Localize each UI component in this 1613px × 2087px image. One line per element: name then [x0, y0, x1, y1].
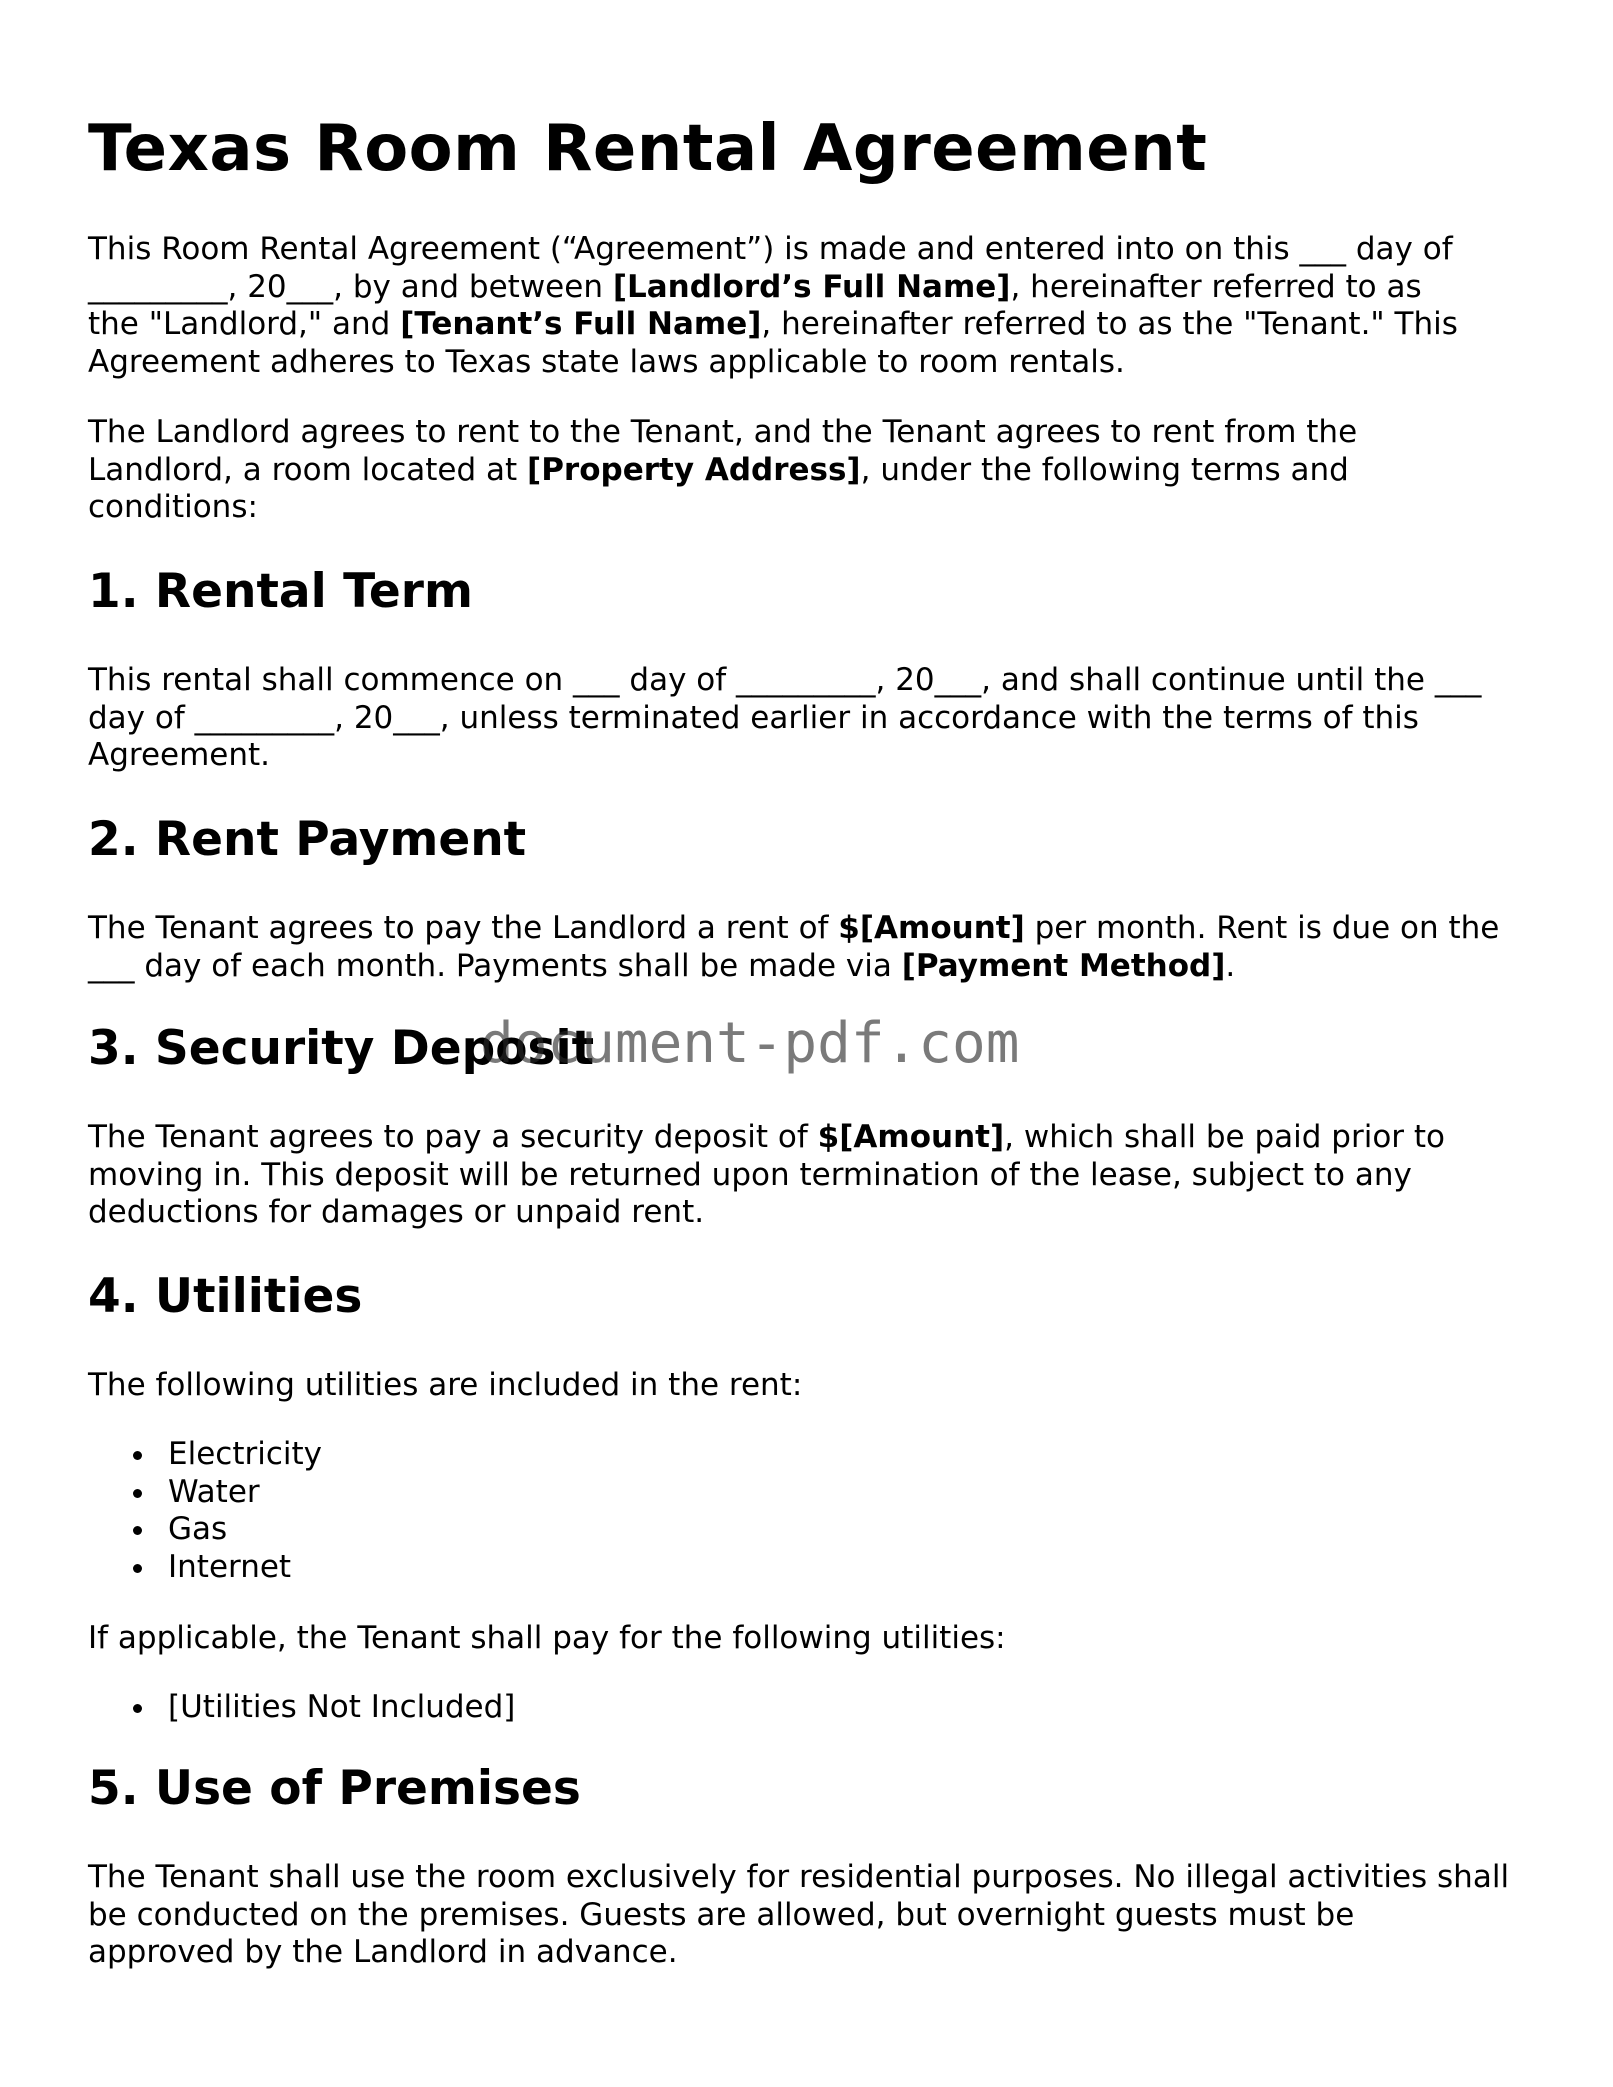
intro-paragraph: [88, 231, 1538, 381]
section-heading-rental-term: 1. Rental Term: [88, 564, 473, 619]
use-of-premises-line-2: be conducted on the premises. Guests are allowed, but overnight guests must be: [88, 1896, 1355, 1933]
list-item: Water: [88, 1474, 322, 1512]
watermark: document-pdf.com: [480, 1011, 1020, 1076]
list-item: Electricity: [88, 1436, 322, 1474]
section-heading-use-of-premises: 5. Use of Premises: [88, 1761, 581, 1816]
intro-line-4: Agreement adheres to Texas state laws applicable to room rentals.: [88, 343, 1125, 380]
tenant-name-placeholder: [Tenant’s Full Name]: [400, 306, 762, 342]
security-deposit-line-1: [88, 1119, 1538, 1157]
section-heading-rent-payment: 2. Rent Payment: [88, 812, 527, 867]
rent-payment-line-1-text-end: per month. Rent is due on the: [1024, 910, 1500, 946]
intro-line-3-text: the "Landlord," and: [88, 306, 401, 342]
utilities-paid-intro: [88, 1620, 1538, 1658]
rental-term-line-1: This rental shall commence on ___ day of _________, 20___, and shall continue until the ___: [88, 662, 1482, 698]
intro-line-2-text: _________, 20___, by and between: [88, 268, 613, 305]
utilities-included-intro-text: The following utilities are included in the rent:: [88, 1367, 803, 1403]
rental-term-line-3: Agreement.: [88, 737, 271, 773]
security-deposit-paragraph: [88, 1119, 1538, 1232]
section-heading-security-deposit: 3. Security Deposit: [88, 1021, 595, 1076]
rent-payment-paragraph: [88, 910, 1538, 985]
security-deposit-line-2: moving in. This deposit will be returned upon termination of the lease, subject to any: [88, 1156, 1412, 1193]
utilities-included-intro: [88, 1367, 1538, 1405]
use-of-premises-line-3: approved by the Landlord in advance.: [88, 1934, 678, 1970]
property-address-placeholder: [Property Address]: [527, 451, 861, 488]
security-deposit-line-1-text: The Tenant agrees to pay a security deposit of: [88, 1119, 818, 1155]
property-line-2-text-end: , under the following terms and: [860, 451, 1349, 488]
use-of-premises-paragraph: [88, 1859, 1538, 1972]
deposit-amount-placeholder: $[Amount]: [817, 1119, 1005, 1155]
property-line-2: [88, 452, 1538, 490]
rent-amount-placeholder: $[Amount]: [838, 910, 1025, 946]
rent-payment-line-1: [88, 910, 1538, 948]
property-line-1: The Landlord agrees to rent to the Tenant, and the Tenant agrees to rent from the: [88, 414, 1358, 450]
section-heading-utilities: 4. Utilities: [88, 1269, 363, 1324]
intro-line-2-text-end: , hereinafter referred to as: [1010, 268, 1422, 305]
property-paragraph: [88, 414, 1538, 527]
intro-line-3-text-end: , hereinafter referred to as the "Tenant." This: [761, 306, 1458, 342]
list-item: [Utilities Not Included]: [88, 1689, 515, 1727]
rent-payment-line-2-text-end: .: [1225, 947, 1236, 984]
intro-line-2: [88, 269, 1538, 307]
rent-payment-line-2-text: ___ day of each month. Payments shall be made via: [88, 947, 902, 984]
property-line-2-text: Landlord, a room located at: [88, 451, 528, 488]
use-of-premises-line-1: The Tenant shall use the room exclusively for residential purposes. No illegal activities shall: [88, 1859, 1510, 1895]
security-deposit-line-3: deductions for damages or unpaid rent.: [88, 1194, 705, 1230]
rental-term-line-2: day of _________, 20___, unless terminated earlier in accordance with the terms of this: [88, 699, 1419, 736]
property-line-3: conditions:: [88, 489, 258, 525]
included-utilities-list: [88, 1436, 322, 1586]
list-item: Internet: [88, 1549, 322, 1587]
payment-method-placeholder: [Payment Method]: [901, 947, 1226, 984]
landlord-name-placeholder: [Landlord’s Full Name]: [612, 268, 1011, 305]
rent-payment-line-2: [88, 948, 1538, 986]
rental-term-paragraph: [88, 662, 1538, 775]
utilities-paid-intro-text: If applicable, the Tenant shall pay for the following utilities:: [88, 1620, 1006, 1656]
intro-line-1: This Room Rental Agreement (“Agreement”) is made and entered into on this ___ day of: [88, 231, 1453, 267]
document-title: Texas Room Rental Agreement: [88, 112, 1208, 186]
paid-utilities-list: [88, 1689, 515, 1727]
security-deposit-line-1-text-end: , which shall be paid prior to: [1004, 1119, 1446, 1155]
intro-line-3: [88, 306, 1538, 344]
rent-payment-line-1-text: The Tenant agrees to pay the Landlord a rent of: [88, 910, 839, 946]
list-item: Gas: [88, 1511, 322, 1549]
